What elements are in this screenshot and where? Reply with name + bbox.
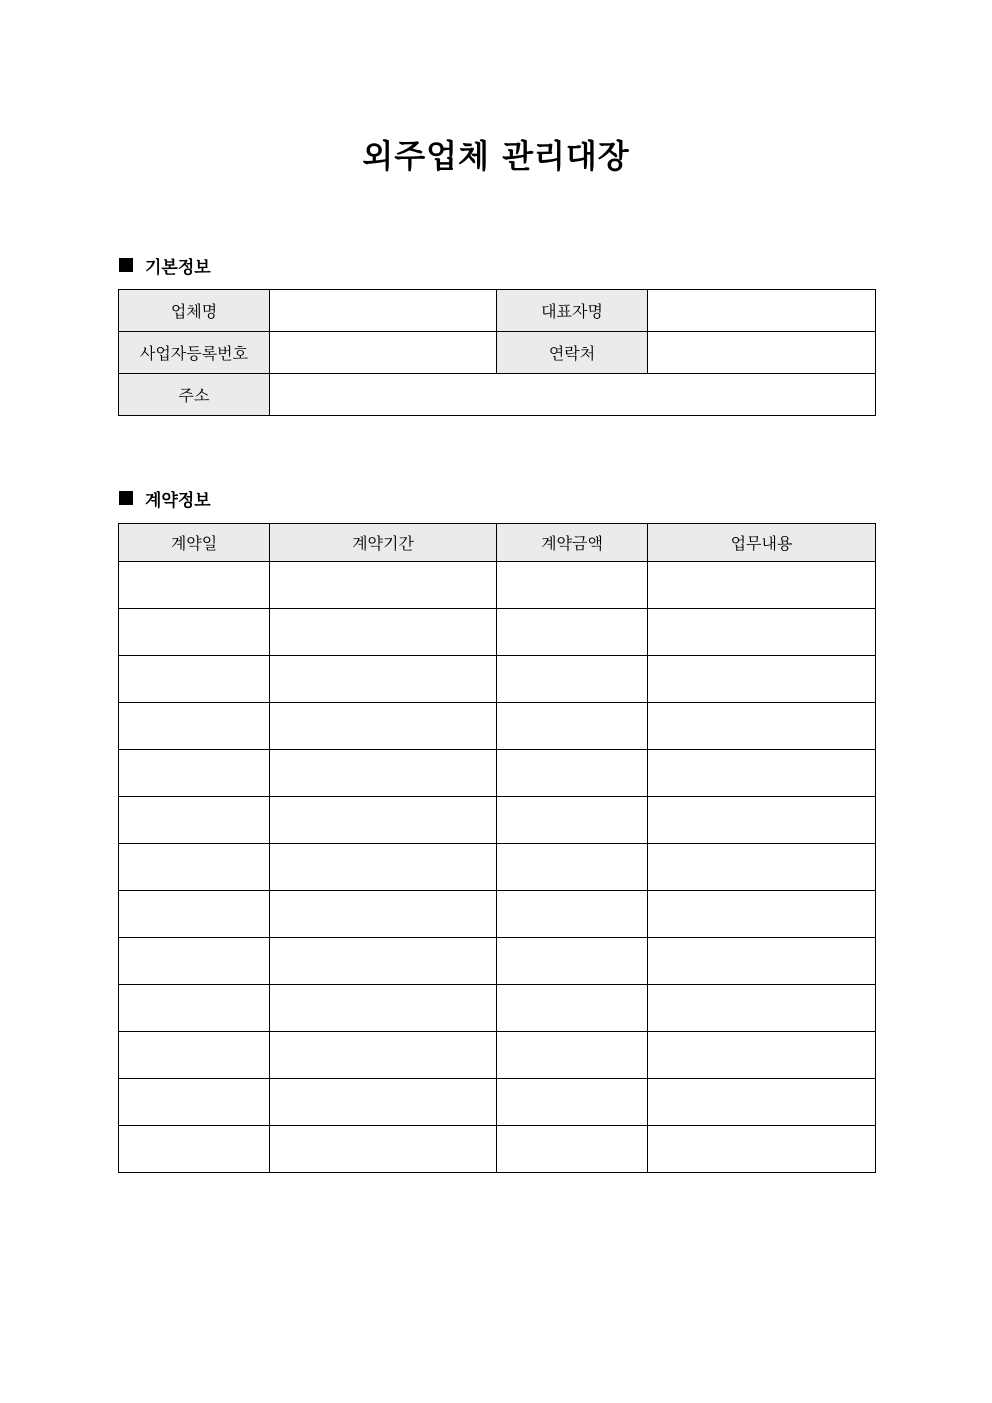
- work-description-cell[interactable]: [648, 656, 876, 703]
- contract-amount-cell[interactable]: [497, 703, 648, 750]
- contract-period-cell[interactable]: [270, 797, 497, 844]
- work-description-cell[interactable]: [648, 938, 876, 985]
- work-description-cell[interactable]: [648, 797, 876, 844]
- contract-date-cell[interactable]: [119, 844, 270, 891]
- table-row: [119, 656, 876, 703]
- work-description-cell[interactable]: [648, 1126, 876, 1173]
- section-heading-label: 계약정보: [145, 490, 211, 511]
- contract-date-cell[interactable]: [119, 609, 270, 656]
- page-title: 외주업체 관리대장: [362, 137, 630, 175]
- contract-period-cell[interactable]: [270, 703, 497, 750]
- table-row: [119, 844, 876, 891]
- contract-period-cell[interactable]: [270, 1079, 497, 1126]
- column-header-contract-date: 계약일: [119, 524, 270, 562]
- table-row: [119, 703, 876, 750]
- basic-info-table: [118, 289, 876, 416]
- contract-period-cell[interactable]: [270, 1032, 497, 1079]
- table-row: [119, 938, 876, 985]
- address-field[interactable]: [270, 374, 876, 416]
- contract-amount-cell[interactable]: [497, 562, 648, 609]
- contract-period-cell[interactable]: [270, 750, 497, 797]
- contract-table-body: [119, 562, 876, 1173]
- contract-period-cell[interactable]: [270, 656, 497, 703]
- contract-date-cell[interactable]: [119, 1032, 270, 1079]
- contract-date-cell[interactable]: [119, 891, 270, 938]
- work-description-cell[interactable]: [648, 1079, 876, 1126]
- contract-date-cell[interactable]: [119, 1079, 270, 1126]
- company-name-field[interactable]: [270, 290, 497, 332]
- table-row: [119, 332, 876, 374]
- work-description-cell[interactable]: [648, 844, 876, 891]
- contract-amount-cell[interactable]: [497, 844, 648, 891]
- contract-period-cell[interactable]: [270, 562, 497, 609]
- contact-field[interactable]: [648, 332, 876, 374]
- contract-amount-cell[interactable]: [497, 1032, 648, 1079]
- column-header-work-description: 업무내용: [648, 524, 876, 562]
- contract-amount-cell[interactable]: [497, 750, 648, 797]
- table-row: [119, 1032, 876, 1079]
- square-bullet-icon: [119, 491, 133, 505]
- contract-date-cell[interactable]: [119, 797, 270, 844]
- address-label: 주소: [119, 374, 270, 416]
- company-name-label: 업체명: [119, 290, 270, 332]
- business-reg-no-label: 사업자등록번호: [119, 332, 270, 374]
- column-header-contract-amount: 계약금액: [497, 524, 648, 562]
- section-heading-contract: [119, 486, 211, 510]
- contract-date-cell[interactable]: [119, 703, 270, 750]
- contact-label: 연락처: [497, 332, 648, 374]
- contract-date-cell[interactable]: [119, 750, 270, 797]
- work-description-cell[interactable]: [648, 985, 876, 1032]
- contract-amount-cell[interactable]: [497, 797, 648, 844]
- contract-amount-cell[interactable]: [497, 1126, 648, 1173]
- contract-amount-cell[interactable]: [497, 656, 648, 703]
- contract-amount-cell[interactable]: [497, 891, 648, 938]
- table-row: [119, 1079, 876, 1126]
- contract-info-table: [118, 523, 876, 1173]
- representative-label: 대표자명: [497, 290, 648, 332]
- table-row: [119, 750, 876, 797]
- contract-period-cell[interactable]: [270, 938, 497, 985]
- work-description-cell[interactable]: [648, 703, 876, 750]
- table-header-row: [119, 524, 876, 562]
- representative-field[interactable]: [648, 290, 876, 332]
- contract-date-cell[interactable]: [119, 1126, 270, 1173]
- section-heading-basic: [119, 253, 211, 277]
- contract-period-cell[interactable]: [270, 1126, 497, 1173]
- contract-period-cell[interactable]: [270, 891, 497, 938]
- table-row: [119, 562, 876, 609]
- table-row: [119, 290, 876, 332]
- work-description-cell[interactable]: [648, 1032, 876, 1079]
- work-description-cell[interactable]: [648, 562, 876, 609]
- contract-date-cell[interactable]: [119, 985, 270, 1032]
- contract-date-cell[interactable]: [119, 656, 270, 703]
- contract-date-cell[interactable]: [119, 562, 270, 609]
- table-row: [119, 1126, 876, 1173]
- column-header-contract-period: 계약기간: [270, 524, 497, 562]
- table-row: [119, 797, 876, 844]
- work-description-cell[interactable]: [648, 891, 876, 938]
- table-row: [119, 374, 876, 416]
- square-bullet-icon: [119, 258, 133, 272]
- contract-period-cell[interactable]: [270, 985, 497, 1032]
- section-heading-label: 기본정보: [145, 257, 211, 278]
- table-row: [119, 985, 876, 1032]
- table-row: [119, 891, 876, 938]
- contract-amount-cell[interactable]: [497, 985, 648, 1032]
- contract-period-cell[interactable]: [270, 609, 497, 656]
- contract-date-cell[interactable]: [119, 938, 270, 985]
- business-reg-no-field[interactable]: [270, 332, 497, 374]
- table-row: [119, 609, 876, 656]
- contract-period-cell[interactable]: [270, 844, 497, 891]
- contract-amount-cell[interactable]: [497, 938, 648, 985]
- work-description-cell[interactable]: [648, 609, 876, 656]
- contract-amount-cell[interactable]: [497, 609, 648, 656]
- work-description-cell[interactable]: [648, 750, 876, 797]
- contract-amount-cell[interactable]: [497, 1079, 648, 1126]
